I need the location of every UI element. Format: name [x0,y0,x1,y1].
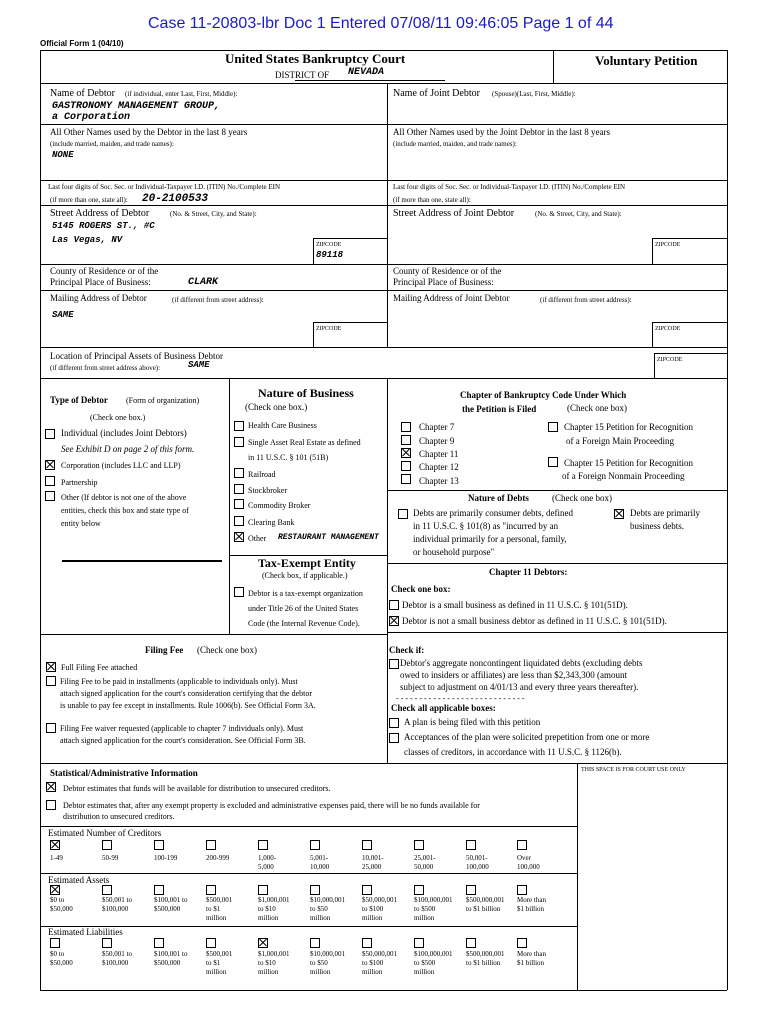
liabilities-option-10-checkbox[interactable] [517,938,527,948]
liabilities-option-2-label: $50,001 to [102,950,132,958]
debtor-name-1[interactable]: GASTRONOMY MANAGEMENT GROUP, [52,101,221,112]
consumer-debts-label-1: Debts are primarily consumer debts, defined [413,508,573,518]
creditors-option-4-checkbox[interactable] [206,840,216,850]
tax-exempt-title: Tax-Exempt Entity [258,556,356,570]
liabilities-option-7-label: $50,000,001 [362,950,397,958]
other-entity-label-3: entity below [61,519,101,528]
liabilities-option-4-checkbox[interactable] [206,938,216,948]
assets-option-5-label: $1,000,001 [258,896,290,904]
other-business-value[interactable]: RESTAURANT MANAGEMENT [278,533,379,542]
plan-filed-checkbox[interactable] [389,718,399,728]
creditors-option-9-checkbox[interactable] [466,840,476,850]
liabilities-option-10-label: More than [517,950,546,958]
creditors-option-8-label: 50,000 [414,863,434,871]
chapter-15-nonmain-label-2: of a Foreign Nonmain Proceeding [562,471,685,481]
creditors-option-6-label: 5,001- [310,854,329,862]
consumer-debts-label-4: or household purpose" [413,547,495,557]
assets-option-7-label: to $100 [362,905,384,913]
debtor-county-label-1: County of Residence or of the [50,266,159,276]
chapter-check: (Check one box) [567,403,627,413]
liabilities-option-6-checkbox[interactable] [310,938,320,948]
plan-filed-label: A plan is being filed with this petition [404,717,541,727]
liabilities-option-5-label: million [258,968,279,976]
chapter-title-2: the Petition is Filed [462,404,537,414]
liabilities-option-4-label: to $1 [206,959,221,967]
corporation-label: Corporation (includes LLC and LLP) [61,461,181,470]
single-asset-label-1: Single Asset Real Estate as defined [248,438,361,447]
assets-option-8-label: $100,000,001 [414,896,453,904]
aggregate-debts-label-3: subject to adjustment on 4/01/13 and every three years thereafter). [400,682,639,692]
assets-option-1-checkbox[interactable] [50,885,60,895]
stockbroker-label: Stockbroker [248,486,288,495]
creditors-option-10-label: Over [517,854,531,862]
chapter-11-debtors-title: Chapter 11 Debtors: [489,567,568,577]
creditors-option-7-label: 10,001- [362,854,384,862]
joint-name-hint: (Spouse)(Last, First, Middle): [492,90,576,98]
debtor-mail-hint: (if different from street address): [172,296,264,304]
installments-label-3: is unable to pay fee except in installments. Rule 1006(b). See Official Form 3A. [60,701,316,710]
corporation-checkbox[interactable] [45,460,55,470]
page-title: Voluntary Petition [595,53,698,68]
acceptances-label-2: classes of creditors, in accordance with 11 U.S.C. § 1126(b). [404,747,622,757]
location-hint: (if different from street address above): [50,364,161,372]
small-business-label: Debtor is a small business as defined in 11 U.S.C. § 101(51D). [402,600,628,610]
creditors-option-9-label: 100,000 [466,863,489,871]
debtor-street-1[interactable]: 5145 ROGERS ST., #C [52,221,155,231]
commodity-broker-label: Commodity Broker [248,501,311,510]
chapter-9-checkbox[interactable] [401,435,411,445]
assets-option-1-label: $50,000 [50,905,73,913]
statistical-title: Statistical/Administrative Information [50,768,198,778]
location-value[interactable]: SAME [188,360,210,370]
liabilities-option-7-checkbox[interactable] [362,938,372,948]
liabilities-option-2-label: $100,000 [102,959,129,967]
assets-option-2-label: $100,000 [102,905,129,913]
liabilities-option-5-label: to $10 [258,959,276,967]
assets-option-6-checkbox[interactable] [310,885,320,895]
joint-ssn-hint: (if more than one, state all): [393,196,471,204]
joint-county-label-2: Principal Place of Business: [393,277,494,287]
chapter-15-nonmain-checkbox[interactable] [548,457,558,467]
assets-option-1-label: $0 to [50,896,65,904]
debtor-street-2[interactable]: Las Vegas, NV [52,235,123,245]
exhibit-d-note: See Exhibit D on page 2 of this form. [61,444,195,454]
chapter-11-check-one: Check one box: [391,584,451,594]
check-all-applicable: Check all applicable boxes: [391,703,496,713]
liabilities-option-10-label: $1 billion [517,959,545,967]
creditors-option-2-label: 50-99 [102,854,119,862]
fee-waiver-label-2: attach signed application for the court's consideration. See Official Form 3B. [60,736,306,745]
debtor-zip-label: ZIPCODE [316,242,342,248]
small-business-checkbox[interactable] [389,600,399,610]
commodity-broker-checkbox[interactable] [234,499,244,509]
assets-option-8-label: million [414,914,435,922]
liabilities-option-6-label: $10,000,001 [310,950,345,958]
other-entity-label-2: entities, check this box and state type of [61,506,189,515]
creditors-option-6-label: 10,000 [310,863,330,871]
liabilities-option-8-label: $100,000,001 [414,950,453,958]
nature-of-debts-check: (Check one box) [552,493,612,503]
clearing-bank-label: Clearing Bank [248,518,295,527]
liabilities-option-8-label: to $500 [414,959,436,967]
joint-street-hint: (No. & Street, City, and State): [535,210,622,218]
creditors-option-8-label: 25,001- [414,854,436,862]
liabilities-title: Estimated Liabilities [48,927,123,937]
liabilities-option-5-checkbox[interactable] [258,938,268,948]
consumer-debts-label-2: in 11 U.S.C. § 101(8) as "incurred by an [413,521,559,531]
clearing-bank-checkbox[interactable] [234,516,244,526]
joint-street-label: Street Address of Joint Debtor [393,208,515,219]
liabilities-option-4-label: million [206,968,227,976]
debtor-other-names[interactable]: NONE [52,150,74,160]
debtor-ssn-label: Last four digits of Soc. Sec. or Individual-Taxpayer I.D. (ITIN) No./Complete EIN [48,183,281,191]
liabilities-option-9-checkbox[interactable] [466,938,476,948]
chapter-9-label: Chapter 9 [419,436,455,446]
district-label: DISTRICT OF [275,70,330,80]
partnership-label: Partnership [61,478,98,487]
joint-mail-hint: (if different from street address): [540,296,632,304]
not-small-business-label: Debtor is not a small business debtor as defined in 11 U.S.C. § 101(51D). [402,616,667,626]
joint-county-label-1: County of Residence or of the [393,266,502,276]
consumer-debts-checkbox[interactable] [398,509,408,519]
joint-ssn-label: Last four digits of Soc. Sec. or Individual-Taxpayer I.D. (ITIN) No./Complete EIN [393,183,626,191]
filing-fee-check: (Check one box) [197,645,257,655]
chapter-title-1: Chapter of Bankruptcy Code Under Which [460,390,627,400]
liabilities-option-1-checkbox[interactable] [50,938,60,948]
debtor-mail-label: Mailing Address of Debtor [50,293,147,303]
creditors-option-10-label: 100,000 [517,863,540,871]
chapter-7-label: Chapter 7 [419,422,455,432]
assets-option-3-label: $100,001 to [154,896,188,904]
no-funds-label-1: Debtor estimates that, after any exempt property is excluded and administrative expenses paid, there will be no funds available for [63,801,480,810]
chapter-11-check-if: Check if: [389,645,425,655]
other-business-label: Other [248,534,267,543]
assets-option-10-label: More than [517,896,546,904]
nature-of-business-check: (Check one box.) [245,402,308,412]
liabilities-option-5-label: $1,000,001 [258,950,290,958]
creditors-option-8-checkbox[interactable] [414,840,424,850]
not-small-business-checkbox[interactable] [389,616,399,626]
nature-of-business-title: Nature of Business [258,386,354,400]
fee-waiver-checkbox[interactable] [46,723,56,733]
debtor-county-label-2: Principal Place of Business: [50,277,151,287]
debtor-other-names-hint: (include married, maiden, and trade names): [50,140,174,148]
creditors-option-3-label: 100-199 [154,854,178,862]
assets-option-4-label: million [206,914,227,922]
case-header: Case 11-20803-lbr Doc 1 Entered 07/08/11 09:46:05 Page 1 of 44 [148,15,614,32]
tax-exempt-checkbox[interactable] [234,587,244,597]
location-zip-label: ZIPCODE [657,357,683,363]
chapter-11-checkbox[interactable] [401,448,411,458]
railroad-checkbox[interactable] [234,468,244,478]
business-debts-checkbox[interactable] [614,509,624,519]
assets-option-5-checkbox[interactable] [258,885,268,895]
debtor-county[interactable]: CLARK [188,277,219,288]
debtor-ein[interactable]: 20-2100533 [142,193,209,205]
creditors-option-5-label: 5,000 [258,863,274,871]
joint-zip-label: ZIPCODE [655,242,681,248]
debtor-name-hint: (if individual, enter Last, First, Middle): [125,90,238,98]
debtor-street-label: Street Address of Debtor [50,208,150,219]
liabilities-option-6-label: million [310,968,331,976]
assets-option-4-label: to $1 [206,905,221,913]
business-debts-label-2: business debts. [630,521,684,531]
funds-available-label: Debtor estimates that funds will be available for distribution to unsecured creditors. [63,784,331,793]
installments-checkbox[interactable] [46,676,56,686]
liabilities-option-3-checkbox[interactable] [154,938,164,948]
assets-option-3-checkbox[interactable] [154,885,164,895]
full-fee-label: Full Filing Fee attached [61,663,138,672]
debtor-ssn-hint: (if more than one, state all): [50,196,128,204]
creditors-option-6-checkbox[interactable] [310,840,320,850]
full-fee-checkbox[interactable] [46,662,56,672]
liabilities-option-4-label: $500,001 [206,950,233,958]
creditors-option-7-label: 25,000 [362,863,382,871]
chapter-11-label: Chapter 11 [419,449,459,459]
chapter-15-nonmain-label-1: Chapter 15 Petition for Recognition [564,458,693,468]
stockbroker-checkbox[interactable] [234,484,244,494]
debtor-street-hint: (No. & Street, City, and State): [170,210,257,218]
location-label: Location of Principal Assets of Business Debtor [50,351,223,361]
creditors-title: Estimated Number of Creditors [48,828,162,838]
liabilities-option-1-label: $50,000 [50,959,73,967]
tax-exempt-line-2: under Title 26 of the United States [248,604,359,613]
liabilities-option-7-label: million [362,968,383,976]
business-debts-label-1: Debts are primarily [630,508,700,518]
chapter-15-main-label-2: of a Foreign Main Proceeding [566,436,674,446]
assets-option-3-label: $500,000 [154,905,181,913]
health-care-checkbox[interactable] [234,421,244,431]
no-funds-checkbox[interactable] [46,800,56,810]
creditors-option-5-label: 1,000- [258,854,277,862]
funds-available-checkbox[interactable] [46,782,56,792]
assets-option-7-checkbox[interactable] [362,885,372,895]
consumer-debts-label-3: individual primarily for a personal, family, [413,534,567,544]
assets-option-9-label: to $1 billion [466,905,501,913]
aggregate-debts-label-2: owed to insiders or affiliates) are less than $2,343,300 (amount [400,670,628,680]
chapter-15-main-checkbox[interactable] [548,422,558,432]
tax-exempt-line-3: Code (the Internal Revenue Code). [248,619,360,628]
aggregate-debts-checkbox[interactable] [389,659,399,669]
tax-exempt-line-1: Debtor is a tax-exempt organization [248,589,363,598]
creditors-option-2-checkbox[interactable] [102,840,112,850]
assets-option-6-label: to $50 [310,905,328,913]
liabilities-option-6-label: to $50 [310,959,328,967]
joint-mail-zip-label: ZIPCODE [655,326,681,332]
type-of-debtor-hint: (Form of organization) [126,396,200,405]
debtor-name-label: Name of Debtor [50,88,115,99]
debtor-name-2[interactable]: a Corporation [52,112,131,123]
assets-option-2-label: $50,001 to [102,896,132,904]
chapter-7-checkbox[interactable] [401,422,411,432]
assets-option-6-label: million [310,914,331,922]
tax-exempt-check: (Check box, if applicable.) [262,571,348,580]
railroad-label: Railroad [248,470,276,479]
assets-option-7-label: million [362,914,383,922]
assets-option-8-checkbox[interactable] [414,885,424,895]
creditors-option-7-checkbox[interactable] [362,840,372,850]
assets-option-4-label: $500,001 [206,896,233,904]
district-value: NEVADA [348,67,385,78]
assets-option-10-label: $1 billion [517,905,545,913]
liabilities-option-9-label: $500,000,001 [466,950,505,958]
health-care-label: Health Care Business [248,421,317,430]
assets-option-9-label: $500,000,001 [466,896,505,904]
no-funds-label-2: distribution to unsecured creditors. [63,812,175,821]
assets-option-10-checkbox[interactable] [517,885,527,895]
liabilities-option-8-label: million [414,968,435,976]
assets-option-8-label: to $500 [414,905,436,913]
joint-name-label: Name of Joint Debtor [393,88,480,99]
assets-option-2-checkbox[interactable] [102,885,112,895]
assets-option-9-checkbox[interactable] [466,885,476,895]
assets-option-6-label: $10,000,001 [310,896,345,904]
assets-option-7-label: $50,000,001 [362,896,397,904]
creditors-option-3-checkbox[interactable] [154,840,164,850]
creditors-option-1-label: 1-49 [50,854,63,862]
assets-option-4-checkbox[interactable] [206,885,216,895]
assets-title: Estimated Assets [48,875,110,885]
chapter-12-checkbox[interactable] [401,461,411,471]
partnership-checkbox[interactable] [45,476,55,486]
liabilities-option-7-label: to $100 [362,959,384,967]
creditors-option-1-checkbox[interactable] [50,840,60,850]
acceptances-checkbox[interactable] [389,733,399,743]
court-name: United States Bankruptcy Court [225,51,406,66]
assets-option-5-label: million [258,914,279,922]
liabilities-option-1-label: $0 to [50,950,65,958]
creditors-option-4-label: 200-999 [206,854,230,862]
type-of-debtor-title: Type of Debtor [50,395,108,405]
acceptances-label-1: Acceptances of the plan were solicited prepetition from one or more [404,732,650,742]
liabilities-option-3-label: $100,001 to [154,950,188,958]
debtor-mail[interactable]: SAME [52,310,74,320]
creditors-option-9-label: 50,001- [466,854,488,862]
individual-checkbox[interactable] [45,429,55,439]
installments-label-2: attach signed application for the court's consideration certifying that the debtor [60,689,313,698]
chapter-12-label: Chapter 12 [419,462,459,472]
joint-other-names-label: All Other Names used by the Joint Debtor in the last 8 years [393,127,610,137]
other-entity-checkbox[interactable] [45,491,55,501]
chapter-13-checkbox[interactable] [401,474,411,484]
debtor-other-names-label: All Other Names used by the Debtor in the last 8 years [50,127,248,137]
other-business-checkbox[interactable] [234,532,244,542]
type-of-debtor-check: (Check one box.) [90,413,146,422]
fee-waiver-label-1: Filing Fee waiver requested (applicable to chapter 7 individuals only). Must [60,724,304,733]
liabilities-option-8-checkbox[interactable] [414,938,424,948]
form-id: Official Form 1 (04/10) [40,39,124,48]
installments-label-1: Filing Fee to be paid in installments (applicable to individuals only). Must [60,677,298,686]
nature-of-debts-title: Nature of Debts [468,493,529,503]
liabilities-option-9-label: to $1 billion [466,959,501,967]
liabilities-option-2-checkbox[interactable] [102,938,112,948]
filing-fee-title: Filing Fee [145,645,184,655]
single-asset-label-2: in 11 U.S.C. § 101 (51B) [248,453,329,462]
other-entity-label-1: Other (If debtor is not one of the above [61,493,187,502]
joint-mail-label: Mailing Address of Joint Debtor [393,293,510,303]
single-asset-checkbox[interactable] [234,437,244,447]
chapter-13-label: Chapter 13 [419,476,459,486]
debtor-mail-zip-label: ZIPCODE [316,326,342,332]
court-use-only: THIS SPACE IS FOR COURT USE ONLY [581,767,686,773]
individual-label: Individual (includes Joint Debtors) [61,428,187,438]
liabilities-option-3-label: $500,000 [154,959,181,967]
creditors-option-5-checkbox[interactable] [258,840,268,850]
creditors-option-10-checkbox[interactable] [517,840,527,850]
aggregate-debts-label-1: Debtor's aggregate noncontingent liquidated debts (excluding debts [400,658,643,668]
chapter-15-main-label-1: Chapter 15 Petition for Recognition [564,422,693,432]
joint-other-names-hint: (include married, maiden, and trade names): [393,140,517,148]
assets-option-5-label: to $10 [258,905,276,913]
debtor-zip[interactable]: 89118 [316,250,344,260]
dashed-separator: - - - - - - - - - - - - - - - - - - - - - - - - - - - - [396,694,525,703]
